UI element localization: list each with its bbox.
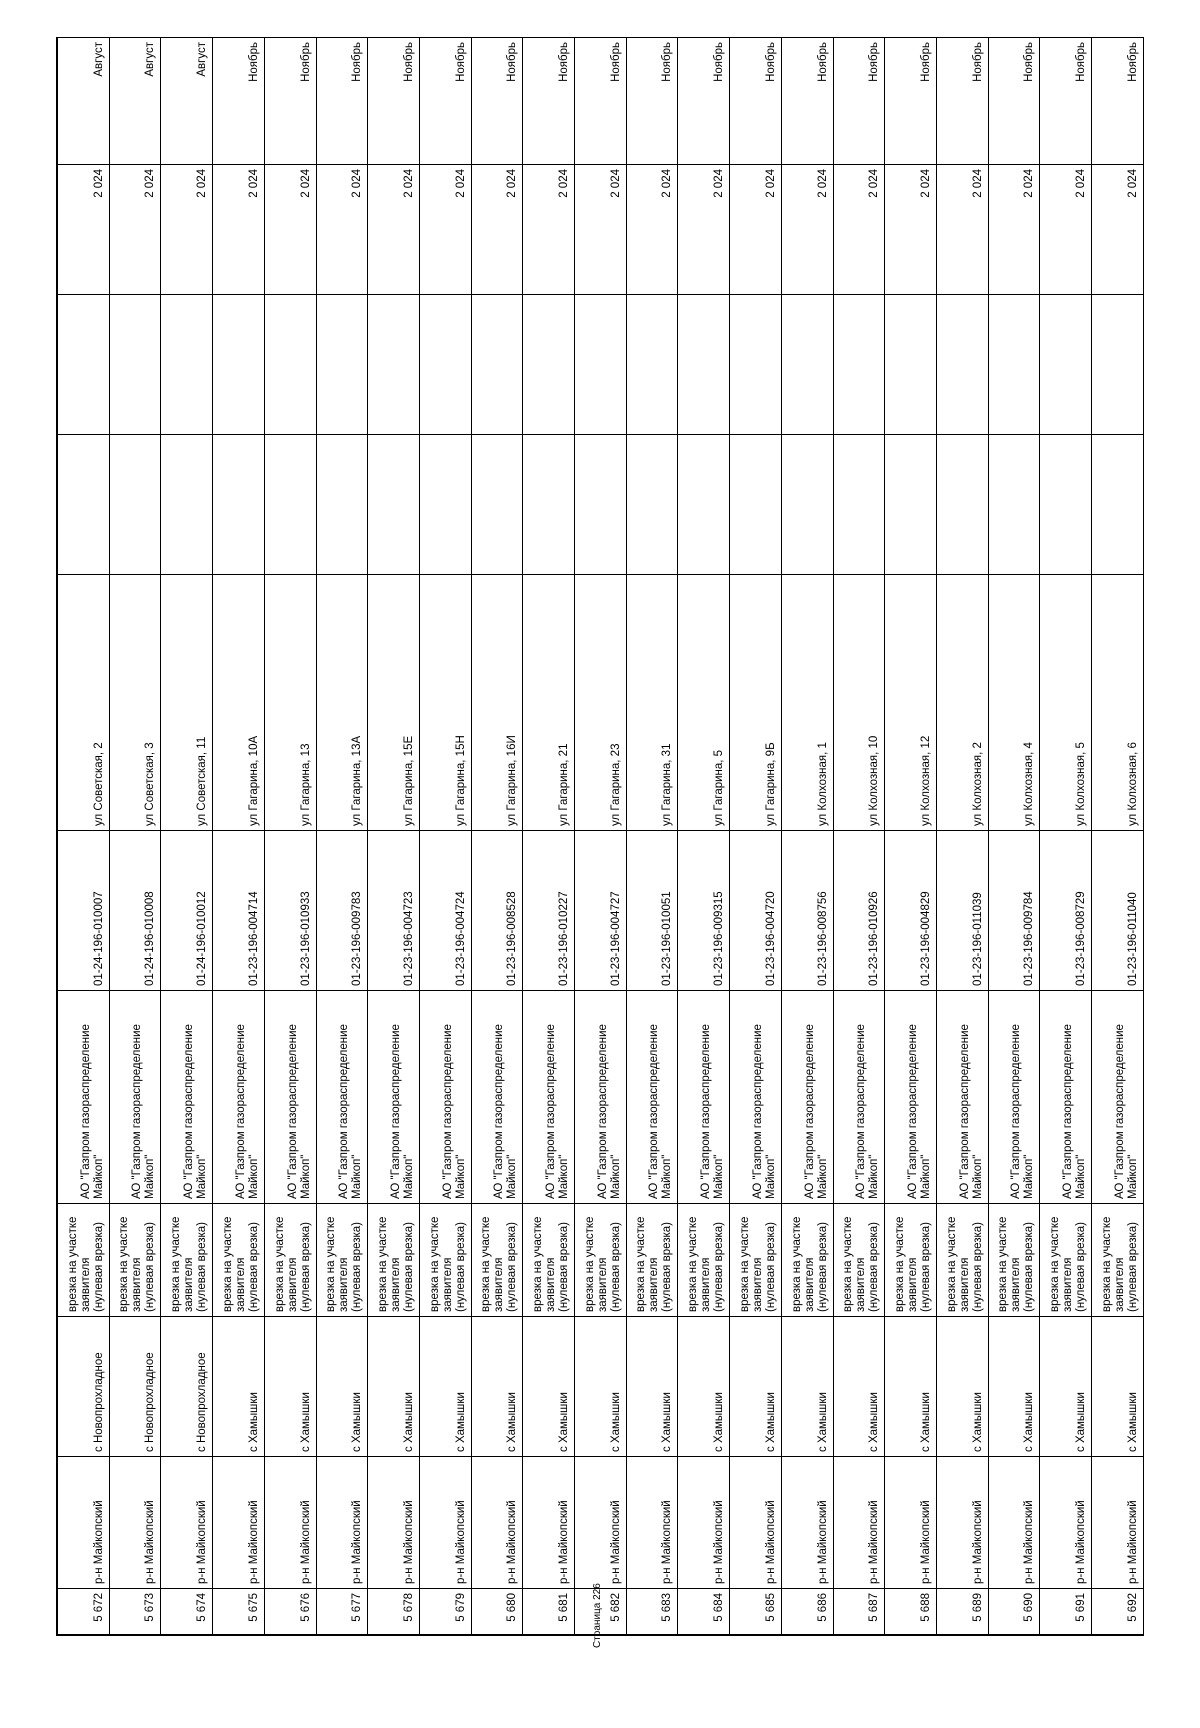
cell-empty-col-2	[1040, 295, 1092, 435]
cell-district: р-н Майкопский	[523, 1457, 575, 1589]
table-row	[161, 38, 213, 1635]
cell-address: ул Гагарина, 9Б	[730, 575, 782, 831]
cell-month: Ноябрь	[523, 38, 575, 165]
cell-month: Август	[109, 38, 161, 165]
cell-empty-col-1	[368, 435, 420, 575]
cell-connection-type: врезка на участке заявителя (нулевая врезка)	[1040, 1204, 1092, 1317]
cell-organization: АО "Газпром газораспределение Майкоп"	[109, 991, 161, 1204]
cell-row-number: 5 676	[264, 1589, 316, 1635]
cell-address: ул Гагарина, 13А	[316, 575, 368, 831]
cell-locality: с Новопрохладное	[109, 1317, 161, 1457]
cell-application-id: 01-24-196-010012	[161, 831, 213, 991]
cell-district: р-н Майкопский	[988, 1457, 1040, 1589]
cell-organization: АО "Газпром газораспределение Майкоп"	[1092, 991, 1144, 1204]
cell-empty-col-1	[1040, 435, 1092, 575]
cell-row-number: 5 688	[885, 1589, 937, 1635]
table-row	[523, 38, 575, 1635]
cell-district: р-н Майкопский	[781, 1457, 833, 1589]
cell-empty-col-1	[316, 435, 368, 575]
table-row	[58, 38, 110, 1635]
records-table	[57, 37, 1144, 1635]
cell-locality: с Хамышки	[1092, 1317, 1144, 1457]
cell-year: 2 024	[626, 165, 678, 295]
cell-empty-col-1	[730, 435, 782, 575]
cell-year: 2 024	[161, 165, 213, 295]
cell-year: 2 024	[213, 165, 265, 295]
cell-application-id: 01-23-196-009315	[678, 831, 730, 991]
cell-locality: с Хамышки	[885, 1317, 937, 1457]
cell-district: р-н Майкопский	[58, 1457, 110, 1589]
cell-district: р-н Майкопский	[626, 1457, 678, 1589]
table-row	[316, 38, 368, 1635]
cell-row-number: 5 687	[833, 1589, 885, 1635]
cell-locality: с Хамышки	[833, 1317, 885, 1457]
cell-address: ул Гагарина, 15Е	[368, 575, 420, 831]
table-row	[471, 38, 523, 1635]
cell-empty-col-2	[419, 295, 471, 435]
cell-month: Ноябрь	[368, 38, 420, 165]
cell-application-id: 01-23-196-004829	[885, 831, 937, 991]
cell-connection-type: врезка на участке заявителя (нулевая врезка)	[626, 1204, 678, 1317]
table-row	[213, 38, 265, 1635]
cell-month: Ноябрь	[1040, 38, 1092, 165]
cell-address: ул Советская, 11	[161, 575, 213, 831]
cell-year: 2 024	[1040, 165, 1092, 295]
cell-empty-col-1	[1092, 435, 1144, 575]
cell-empty-col-2	[1092, 295, 1144, 435]
cell-locality: с Хамышки	[471, 1317, 523, 1457]
cell-empty-col-1	[575, 435, 627, 575]
cell-address: ул Гагарина, 16И	[471, 575, 523, 831]
cell-application-id: 01-23-196-010933	[264, 831, 316, 991]
cell-month: Ноябрь	[213, 38, 265, 165]
cell-connection-type: врезка на участке заявителя (нулевая врезка)	[109, 1204, 161, 1317]
cell-address: ул Гагарина, 10А	[213, 575, 265, 831]
table-row	[678, 38, 730, 1635]
cell-empty-col-1	[626, 435, 678, 575]
cell-locality: с Хамышки	[781, 1317, 833, 1457]
cell-locality: с Хамышки	[264, 1317, 316, 1457]
cell-year: 2 024	[471, 165, 523, 295]
cell-district: р-н Майкопский	[368, 1457, 420, 1589]
cell-empty-col-2	[885, 295, 937, 435]
cell-row-number: 5 690	[988, 1589, 1040, 1635]
table-row	[1040, 38, 1092, 1635]
cell-organization: АО "Газпром газораспределение Майкоп"	[523, 991, 575, 1204]
cell-organization: АО "Газпром газораспределение Майкоп"	[678, 991, 730, 1204]
cell-application-id: 01-23-196-011039	[936, 831, 988, 991]
cell-district: р-н Майкопский	[316, 1457, 368, 1589]
cell-address: ул Советская, 3	[109, 575, 161, 831]
cell-locality: с Хамышки	[988, 1317, 1040, 1457]
cell-organization: АО "Газпром газораспределение Майкоп"	[368, 991, 420, 1204]
cell-organization: АО "Газпром газораспределение Майкоп"	[264, 991, 316, 1204]
cell-month: Август	[161, 38, 213, 165]
cell-locality: с Хамышки	[368, 1317, 420, 1457]
cell-empty-col-2	[264, 295, 316, 435]
cell-address: ул Колхозная, 2	[936, 575, 988, 831]
table-row	[419, 38, 471, 1635]
cell-address: ул Гагарина, 13	[264, 575, 316, 831]
cell-locality: с Новопрохладное	[58, 1317, 110, 1457]
cell-row-number: 5 678	[368, 1589, 420, 1635]
cell-month: Ноябрь	[936, 38, 988, 165]
cell-locality: с Новопрохладное	[161, 1317, 213, 1457]
cell-application-id: 01-23-196-004723	[368, 831, 420, 991]
cell-organization: АО "Газпром газораспределение Майкоп"	[213, 991, 265, 1204]
cell-month: Ноябрь	[575, 38, 627, 165]
cell-empty-col-1	[523, 435, 575, 575]
cell-address: ул Колхозная, 10	[833, 575, 885, 831]
cell-locality: с Хамышки	[1040, 1317, 1092, 1457]
cell-year: 2 024	[575, 165, 627, 295]
cell-empty-col-2	[368, 295, 420, 435]
cell-empty-col-1	[471, 435, 523, 575]
cell-row-number: 5 692	[1092, 1589, 1144, 1635]
page-number	[592, 1583, 608, 1728]
cell-row-number: 5 673	[109, 1589, 161, 1635]
cell-application-id: 01-23-196-004724	[419, 831, 471, 991]
cell-year: 2 024	[781, 165, 833, 295]
cell-application-id: 01-23-196-011040	[1092, 831, 1144, 991]
table-row	[781, 38, 833, 1635]
cell-connection-type: врезка на участке заявителя (нулевая врезка)	[213, 1204, 265, 1317]
cell-organization: АО "Газпром газораспределение Майкоп"	[471, 991, 523, 1204]
cell-month: Ноябрь	[626, 38, 678, 165]
cell-empty-col-1	[161, 435, 213, 575]
cell-empty-col-2	[730, 295, 782, 435]
cell-empty-col-1	[213, 435, 265, 575]
cell-organization: АО "Газпром газораспределение Майкоп"	[419, 991, 471, 1204]
cell-month: Ноябрь	[471, 38, 523, 165]
table-row	[575, 38, 627, 1635]
cell-address: ул Гагарина, 23	[575, 575, 627, 831]
cell-application-id: 01-23-196-010227	[523, 831, 575, 991]
cell-empty-col-2	[575, 295, 627, 435]
cell-month: Ноябрь	[781, 38, 833, 165]
cell-organization: АО "Газпром газораспределение Майкоп"	[833, 991, 885, 1204]
cell-row-number: 5 672	[58, 1589, 110, 1635]
cell-organization: АО "Газпром газораспределение Майкоп"	[781, 991, 833, 1204]
table-row	[885, 38, 937, 1635]
cell-empty-col-2	[161, 295, 213, 435]
cell-row-number: 5 675	[213, 1589, 265, 1635]
cell-year: 2 024	[885, 165, 937, 295]
cell-district: р-н Майкопский	[730, 1457, 782, 1589]
cell-organization: АО "Газпром газораспределение Майкоп"	[730, 991, 782, 1204]
cell-empty-col-2	[678, 295, 730, 435]
cell-connection-type: врезка на участке заявителя (нулевая врезка)	[58, 1204, 110, 1317]
cell-empty-col-1	[678, 435, 730, 575]
page-number-label: Страница 226	[592, 1583, 603, 1648]
cell-year: 2 024	[264, 165, 316, 295]
table-row	[936, 38, 988, 1635]
cell-connection-type: врезка на участке заявителя (нулевая врезка)	[161, 1204, 213, 1317]
cell-row-number: 5 674	[161, 1589, 213, 1635]
cell-year: 2 024	[368, 165, 420, 295]
cell-organization: АО "Газпром газораспределение Майкоп"	[988, 991, 1040, 1204]
cell-empty-col-2	[213, 295, 265, 435]
cell-organization: АО "Газпром газораспределение Майкоп"	[936, 991, 988, 1204]
cell-organization: АО "Газпром газораспределение Майкоп"	[161, 991, 213, 1204]
cell-district: р-н Майкопский	[575, 1457, 627, 1589]
cell-row-number: 5 684	[678, 1589, 730, 1635]
cell-row-number: 5 682	[575, 1589, 627, 1635]
cell-row-number: 5 680	[471, 1589, 523, 1635]
cell-connection-type: врезка на участке заявителя (нулевая врезка)	[1092, 1204, 1144, 1317]
cell-empty-col-2	[781, 295, 833, 435]
cell-address: ул Гагарина, 15Н	[419, 575, 471, 831]
cell-connection-type: врезка на участке заявителя (нулевая врезка)	[316, 1204, 368, 1317]
cell-address: ул Колхозная, 1	[781, 575, 833, 831]
table-row	[368, 38, 420, 1635]
data-table-frame	[56, 37, 1144, 1636]
cell-district: р-н Майкопский	[264, 1457, 316, 1589]
cell-address: ул Колхозная, 5	[1040, 575, 1092, 831]
cell-empty-col-2	[626, 295, 678, 435]
cell-month: Ноябрь	[678, 38, 730, 165]
cell-organization: АО "Газпром газораспределение Майкоп"	[58, 991, 110, 1204]
cell-application-id: 01-23-196-008756	[781, 831, 833, 991]
cell-empty-col-1	[419, 435, 471, 575]
cell-locality: с Хамышки	[316, 1317, 368, 1457]
cell-year: 2 024	[678, 165, 730, 295]
cell-district: р-н Майкопский	[161, 1457, 213, 1589]
cell-address: ул Гагарина, 21	[523, 575, 575, 831]
cell-district: р-н Майкопский	[1092, 1457, 1144, 1589]
cell-row-number: 5 683	[626, 1589, 678, 1635]
cell-application-id: 01-23-196-010926	[833, 831, 885, 991]
cell-empty-col-2	[833, 295, 885, 435]
table-row	[264, 38, 316, 1635]
cell-month: Ноябрь	[885, 38, 937, 165]
cell-district: р-н Майкопский	[213, 1457, 265, 1589]
cell-connection-type: врезка на участке заявителя (нулевая врезка)	[419, 1204, 471, 1317]
cell-year: 2 024	[523, 165, 575, 295]
cell-district: р-н Майкопский	[885, 1457, 937, 1589]
cell-connection-type: врезка на участке заявителя (нулевая врезка)	[936, 1204, 988, 1317]
cell-month: Ноябрь	[988, 38, 1040, 165]
cell-district: р-н Майкопский	[471, 1457, 523, 1589]
cell-locality: с Хамышки	[678, 1317, 730, 1457]
cell-empty-col-2	[109, 295, 161, 435]
cell-empty-col-1	[988, 435, 1040, 575]
cell-district: р-н Майкопский	[936, 1457, 988, 1589]
cell-address: ул Колхозная, 12	[885, 575, 937, 831]
cell-year: 2 024	[109, 165, 161, 295]
cell-district: р-н Майкопский	[419, 1457, 471, 1589]
cell-month: Ноябрь	[833, 38, 885, 165]
cell-locality: с Хамышки	[936, 1317, 988, 1457]
cell-empty-col-2	[316, 295, 368, 435]
cell-connection-type: врезка на участке заявителя (нулевая врезка)	[833, 1204, 885, 1317]
cell-locality: с Хамышки	[419, 1317, 471, 1457]
cell-application-id: 01-24-196-010008	[109, 831, 161, 991]
cell-district: р-н Майкопский	[109, 1457, 161, 1589]
cell-year: 2 024	[316, 165, 368, 295]
cell-application-id: 01-23-196-004720	[730, 831, 782, 991]
cell-organization: АО "Газпром газораспределение Майкоп"	[626, 991, 678, 1204]
cell-row-number: 5 685	[730, 1589, 782, 1635]
cell-year: 2 024	[419, 165, 471, 295]
cell-application-id: 01-23-196-010051	[626, 831, 678, 991]
cell-row-number: 5 681	[523, 1589, 575, 1635]
cell-connection-type: врезка на участке заявителя (нулевая врезка)	[678, 1204, 730, 1317]
cell-empty-col-1	[109, 435, 161, 575]
cell-empty-col-1	[936, 435, 988, 575]
rotated-sheet	[57, 38, 1143, 1635]
cell-application-id: 01-24-196-010007	[58, 831, 110, 991]
cell-address: ул Колхозная, 4	[988, 575, 1040, 831]
cell-connection-type: врезка на участке заявителя (нулевая врезка)	[730, 1204, 782, 1317]
cell-locality: с Хамышки	[730, 1317, 782, 1457]
cell-year: 2 024	[58, 165, 110, 295]
cell-application-id: 01-23-196-004714	[213, 831, 265, 991]
cell-locality: с Хамышки	[523, 1317, 575, 1457]
cell-empty-col-2	[936, 295, 988, 435]
cell-address: ул Гагарина, 5	[678, 575, 730, 831]
cell-connection-type: врезка на участке заявителя (нулевая врезка)	[575, 1204, 627, 1317]
cell-month: Ноябрь	[1092, 38, 1144, 165]
cell-application-id: 01-23-196-008729	[1040, 831, 1092, 991]
cell-connection-type: врезка на участке заявителя (нулевая врезка)	[523, 1204, 575, 1317]
cell-empty-col-2	[523, 295, 575, 435]
cell-year: 2 024	[730, 165, 782, 295]
cell-row-number: 5 677	[316, 1589, 368, 1635]
cell-connection-type: врезка на участке заявителя (нулевая врезка)	[988, 1204, 1040, 1317]
cell-row-number: 5 691	[1040, 1589, 1092, 1635]
cell-locality: с Хамышки	[626, 1317, 678, 1457]
cell-empty-col-2	[988, 295, 1040, 435]
cell-empty-col-1	[264, 435, 316, 575]
cell-locality: с Хамышки	[213, 1317, 265, 1457]
cell-connection-type: врезка на участке заявителя (нулевая врезка)	[264, 1204, 316, 1317]
table-body	[58, 38, 1144, 1635]
cell-empty-col-1	[58, 435, 110, 575]
cell-district: р-н Майкопский	[833, 1457, 885, 1589]
cell-month: Ноябрь	[730, 38, 782, 165]
table-row	[626, 38, 678, 1635]
cell-address: ул Колхозная, 6	[1092, 575, 1144, 831]
cell-month: Август	[58, 38, 110, 165]
cell-year: 2 024	[1092, 165, 1144, 295]
cell-district: р-н Майкопский	[678, 1457, 730, 1589]
table-row	[833, 38, 885, 1635]
cell-application-id: 01-23-196-004727	[575, 831, 627, 991]
table-row	[730, 38, 782, 1635]
cell-year: 2 024	[833, 165, 885, 295]
table-row	[988, 38, 1040, 1635]
cell-connection-type: врезка на участке заявителя (нулевая врезка)	[368, 1204, 420, 1317]
cell-empty-col-2	[471, 295, 523, 435]
cell-organization: АО "Газпром газораспределение Майкоп"	[1040, 991, 1092, 1204]
cell-month: Ноябрь	[419, 38, 471, 165]
cell-empty-col-2	[58, 295, 110, 435]
table-row	[109, 38, 161, 1635]
cell-connection-type: врезка на участке заявителя (нулевая врезка)	[885, 1204, 937, 1317]
cell-connection-type: врезка на участке заявителя (нулевая врезка)	[471, 1204, 523, 1317]
cell-organization: АО "Газпром газораспределение Майкоп"	[316, 991, 368, 1204]
table-row	[1092, 38, 1144, 1635]
cell-organization: АО "Газпром газораспределение Майкоп"	[575, 991, 627, 1204]
cell-empty-col-1	[885, 435, 937, 575]
cell-address: ул Гагарина, 31	[626, 575, 678, 831]
cell-month: Ноябрь	[316, 38, 368, 165]
cell-row-number: 5 679	[419, 1589, 471, 1635]
cell-empty-col-1	[781, 435, 833, 575]
cell-organization: АО "Газпром газораспределение Майкоп"	[885, 991, 937, 1204]
cell-application-id: 01-23-196-009783	[316, 831, 368, 991]
cell-year: 2 024	[988, 165, 1040, 295]
cell-application-id: 01-23-196-009784	[988, 831, 1040, 991]
cell-empty-col-1	[833, 435, 885, 575]
cell-address: ул Советская, 2	[58, 575, 110, 831]
cell-locality: с Хамышки	[575, 1317, 627, 1457]
cell-year: 2 024	[936, 165, 988, 295]
cell-row-number: 5 689	[936, 1589, 988, 1635]
cell-row-number: 5 686	[781, 1589, 833, 1635]
cell-district: р-н Майкопский	[1040, 1457, 1092, 1589]
cell-application-id: 01-23-196-008528	[471, 831, 523, 991]
cell-connection-type: врезка на участке заявителя (нулевая врезка)	[781, 1204, 833, 1317]
cell-month: Ноябрь	[264, 38, 316, 165]
